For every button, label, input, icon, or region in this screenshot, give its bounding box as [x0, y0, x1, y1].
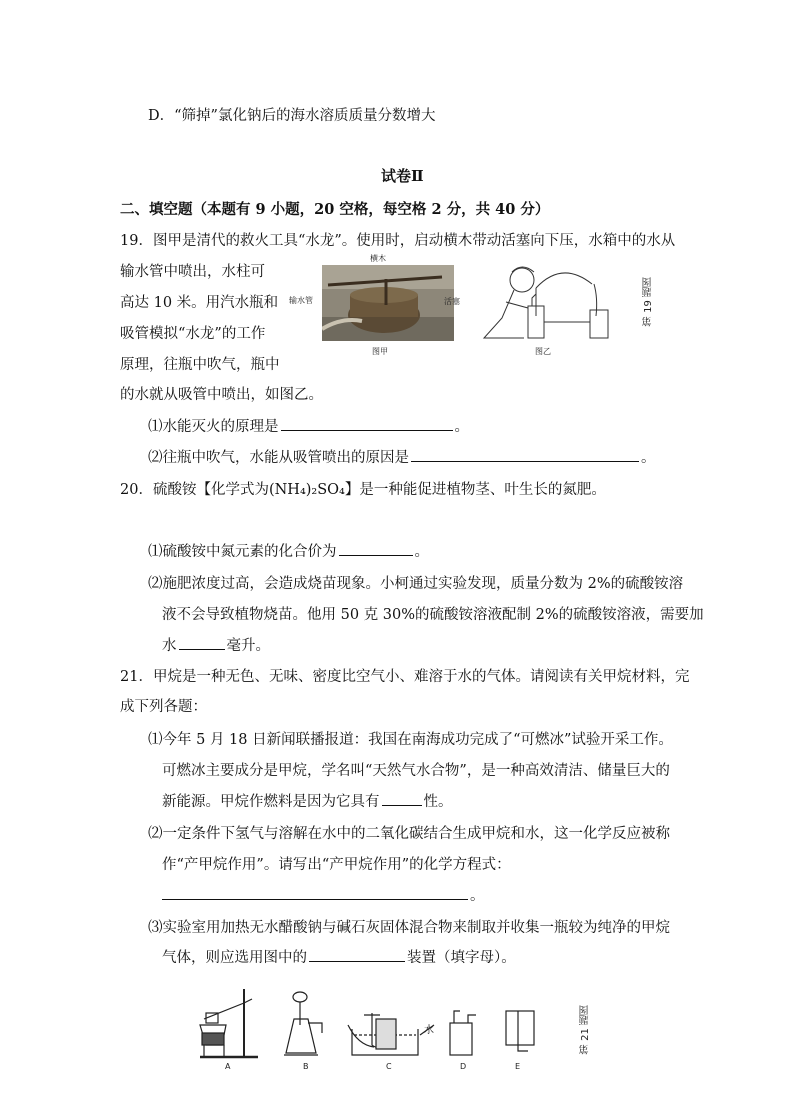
q19-stem-line4: 吸管模拟“水龙”的工作 [120, 326, 266, 342]
q19-stem-line5: 原理，往瓶中吹气，瓶中 [120, 357, 280, 373]
q19-sub2 [148, 446, 656, 467]
section-title: 二、填空题（本题有 9 小题，20 空格，每空格 2 分，共 40 分） [120, 201, 550, 218]
q21-sub3-line2 [162, 946, 516, 967]
q21-sub3-blank[interactable] [309, 960, 405, 962]
q21-stem-line2: 成下列各题： [120, 699, 207, 715]
q18-option-d: D．“筛掉”氯化钠后的海水溶质质量分数增大 [148, 108, 436, 124]
q21-sub2-line2: 作“产甲烷作用”。请写出“产甲烷作用”的化学方程式： [162, 857, 511, 873]
q21-sub1-line3 [162, 790, 453, 811]
q21-sub1-line2: 可燃冰主要成分是甲烷，学名叫“天然气水合物”，是一种高效清洁、储量巨大的 [162, 763, 670, 779]
q20-stem: 20．硫酸铵【化学式为(NH₄)₂SO₄】是一种能促进植物茎、叶生长的氮肥。 [120, 482, 606, 498]
apparatus-label-c: C [386, 1062, 392, 1071]
q20-sub2-line3-text: 水 [162, 638, 177, 654]
q19-sub1-end: 。 [454, 419, 469, 435]
paper-title: 试卷Ⅱ [381, 167, 424, 185]
q21-sub2-line1: ⑵一定条件下氢气与溶解在水中的二氧化碳结合生成甲烷和水，这一化学反应被称 [148, 826, 670, 842]
apparatus-e-drawing [506, 1011, 534, 1051]
q19-side-label: 第 19 题图 [643, 277, 654, 327]
q21-sub1-line1: ⑴今年 5 月 18 日新闻联播报道：我国在南海成功完成了“可燃冰”试验开采工作。 [148, 732, 673, 748]
apparatus-a-drawing [200, 989, 258, 1057]
q21-sub1-line3-text: 新能源。甲烷作燃料是因为它具有 [162, 794, 380, 810]
q20-sub2-line3-end: 毫升。 [226, 638, 270, 654]
q19-sub1 [148, 415, 469, 436]
q20-sub1 [148, 540, 429, 561]
apparatus-c-drawing [348, 1013, 434, 1055]
apparatus-b-drawing [284, 992, 322, 1055]
q19-sub2-blank[interactable] [411, 460, 639, 462]
q19-label-piston: 活塞 [444, 297, 460, 306]
q21-sub1-line3-end: 性。 [423, 794, 453, 810]
q19-label-crossbar: 横木 [370, 254, 386, 263]
q19-stem-line3: 高达 10 米。用汽水瓶和 [120, 295, 279, 311]
q19-sub2-text: ⑵往瓶中吹气，水能从吸管喷出的原因是 [148, 450, 409, 466]
apparatus-water-label: 水 [424, 1025, 434, 1036]
q21-sub1-blank[interactable] [382, 804, 422, 806]
q19-stem-line6: 的水就从吸管中喷出，如图乙。 [120, 387, 323, 403]
apparatus-label-d: D [460, 1062, 467, 1071]
apparatus-label-e: E [515, 1062, 521, 1071]
q21-sub3-line1: ⑶实验室用加热无水醋酸钠与碱石灰固体混合物来制取并收集一瓶较为纯净的甲烷 [148, 920, 670, 936]
q20-sub2-line2: 液不会导致植物烧苗。他用 50 克 30%的硫酸铵溶液配制 2%的硫酸铵溶液，需要加 [162, 607, 704, 623]
q21-sub2-blank[interactable] [162, 898, 468, 900]
q19-stem-line1: 19．图甲是清代的救火工具“水龙”。使用时，启动横木带动活塞向下压，水箱中的水从 [120, 233, 676, 249]
q19-caption-b: 图乙 [535, 347, 551, 356]
q21-sub3-line2-end: 装置（填字母）。 [407, 950, 516, 966]
q20-sub1-end: 。 [414, 544, 429, 560]
apparatus-d-drawing [450, 1011, 476, 1055]
apparatus-label-b: B [303, 1062, 309, 1071]
q21-apparatus-figure [196, 985, 546, 1065]
q19-label-pipe: 输水管 [289, 296, 313, 305]
q20-sub1-blank[interactable] [339, 554, 413, 556]
q19-sub1-text: ⑴水能灭火的原理是 [148, 419, 279, 435]
q21-stem-line1: 21．甲烷是一种无色、无味、密度比空气小、难溶于水的气体。请阅读有关甲烷材料，完 [120, 669, 690, 685]
apparatus-label-a: A [225, 1062, 231, 1071]
q20-sub1-text: ⑴硫酸铵中氮元素的化合价为 [148, 544, 337, 560]
q19-figure-b-drawing [462, 258, 622, 344]
q21-sub2-line3-end: 。 [470, 888, 485, 904]
q19-stem-line2: 输水管中喷出，水柱可 [120, 264, 265, 280]
q19-caption-a: 图甲 [372, 347, 388, 356]
q20-sub2-line3 [162, 634, 270, 655]
q21-sub3-line2-text: 气体，则应选用图中的 [162, 950, 307, 966]
q19-sub2-end: 。 [641, 450, 656, 466]
q20-sub2-line1: ⑵施肥浓度过高，会造成烧苗现象。小柯通过实验发现，质量分数为 2%的硫酸铵溶 [148, 576, 684, 592]
q19-sub1-blank[interactable] [281, 429, 453, 431]
q20-sub2-blank[interactable] [179, 648, 225, 650]
q21-sub2-line3 [162, 884, 485, 905]
q19-figure-a-photo [322, 265, 454, 341]
q21-side-label: 第 21 题图 [580, 1005, 591, 1055]
